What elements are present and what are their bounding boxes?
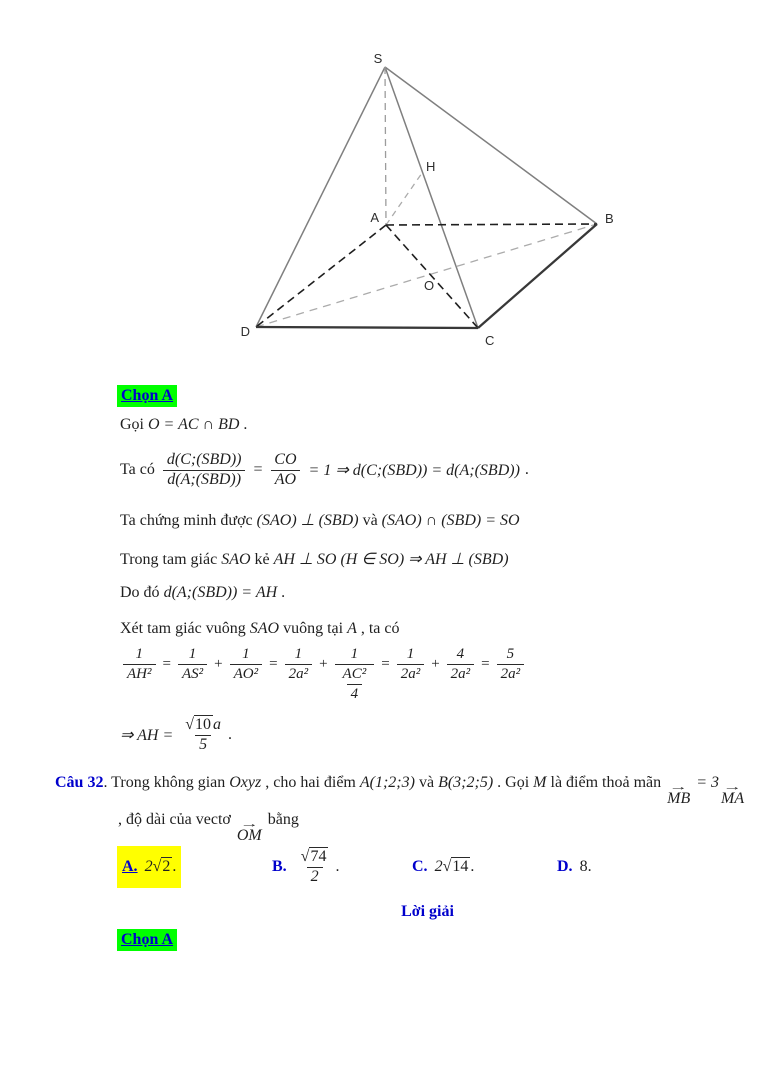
fraction-denominator: 5 [195,735,211,755]
fraction-denominator: 4 [347,684,363,704]
edge-ad [256,225,386,327]
vertex-label-s: S [373,51,383,66]
answer-highlight-yellow [117,846,181,888]
sqrt-expression [443,858,471,876]
vector-arrow: → [669,781,689,793]
operator: = [269,656,278,672]
fraction-denominator: 2a² [285,664,313,684]
math-run: SAO [221,551,251,568]
text-run: . [239,416,248,433]
question-32-line-2 [118,811,299,844]
equals-sign: = [252,461,264,478]
operator: + [431,656,440,672]
math-run: d(A;(SBD)) = AH [163,584,278,601]
option-b [272,842,339,892]
solution-line-taco [120,443,529,497]
vertex-label-o: O [423,278,435,293]
fraction-sqrt74-2 [297,848,333,887]
text-run: , ta có [356,620,400,637]
fraction [397,645,425,684]
fraction-denominator: 2a² [497,664,525,684]
text-run: Xét tam giác vuông [120,620,250,637]
solution-line-trongtamgiac [120,549,509,569]
text-run: . [277,584,286,601]
text-run: . [172,858,177,875]
vector-base: MA [721,790,745,807]
edge-sd [256,67,385,327]
math-run: (SAO) ∩ (SBD) = SO [381,512,520,529]
fraction-nested [335,645,375,704]
math-run: SAO [249,620,280,637]
option-c-letter: C. [412,858,428,875]
chon-a-badge-2 [117,929,177,951]
diagonal-db [256,224,597,327]
fraction [285,645,313,684]
option-c [412,842,474,892]
option-d-value: 8 [579,858,588,875]
sqrt-sign: √ [152,858,162,875]
segment-ah [386,173,422,225]
math-run: B(3;2;5) [438,774,494,791]
coefficient: 2 [434,858,443,875]
sqrt-expression [301,847,329,865]
vertex-label-d: D [240,324,250,339]
sqrt-sign: √ [442,858,452,875]
text-run: Gọi [120,416,148,433]
fraction-numerator: 1 [294,646,303,662]
edge-ab [386,224,597,225]
vector-base: MB [667,790,691,807]
inner-fraction [339,665,371,704]
operator: = [381,656,390,672]
fraction-denominator: 2a² [397,664,425,684]
equation-ah [120,645,527,704]
loi-giai-heading: Lời giải [401,903,454,920]
text-run: Ta có [120,461,155,478]
green-highlight [117,385,177,407]
fraction-numerator: 1 [406,646,415,662]
vector-base: OM [236,827,262,844]
vector-arrow: → [723,781,742,793]
radicand: 2 [162,858,171,875]
math-run: Oxyz [229,774,262,791]
segment-sa [385,67,386,225]
chon-a-text: Chọn A [121,387,174,404]
edge-dc [256,327,478,328]
edge-cb [478,224,597,328]
fraction-numerator: d(C;(SBD)) [166,450,242,468]
fraction-co-ao [270,451,300,490]
solution-line-dodo [120,584,285,602]
fraction [497,645,525,684]
radicand: 10 [195,715,212,733]
sqrt-expression [185,715,213,733]
text-run: . [587,858,592,875]
diagonal-ac [386,225,478,328]
fraction-denominator: AS² [178,664,207,684]
fraction-numerator: 4 [456,646,465,662]
math-run: A [347,620,357,637]
text-run: bằng [263,811,299,828]
solution-line-goi [120,416,247,434]
option-d [557,842,592,892]
vector-ma [721,783,744,807]
vector-om [237,820,262,844]
radicand: 14 [452,858,469,875]
fraction-numerator: 1 [350,646,359,662]
option-a-letter: A. [122,858,138,875]
fraction-numerator: 1 [188,646,197,662]
text-run: . Gọi [493,774,534,791]
text-run: . [524,461,529,478]
fraction-numerator: 5 [506,646,515,662]
operator: + [214,656,223,672]
math-run: (SAO) ⊥ (SBD) [256,512,359,529]
pyramid-diagram [228,48,623,348]
sqrt-sign: √ [185,715,195,733]
fraction-numerator [297,848,333,867]
math-run: M [533,774,547,791]
vertex-label-b: B [605,211,614,226]
vertex-label-h: H [426,159,436,174]
vector-arrow: → [239,818,259,830]
math-run: a [213,715,222,733]
fraction [178,645,207,684]
text-run: Trong tam giác [120,551,222,568]
math-run: O = AC ∩ BD [148,416,240,433]
operator: + [319,656,328,672]
text-run: kẻ [250,551,274,568]
math-run: AH ⊥ SO (H ∈ SO) ⇒ AH ⊥ (SBD) [273,551,509,568]
text-run: là điểm thoả mãn [546,774,666,791]
green-highlight [117,929,177,951]
math-run: ⇒ AH = [120,727,174,744]
result-line-ah [120,712,232,758]
coefficient: 2 [144,858,153,875]
text-run: , độ dài của vectơ [118,811,235,828]
math-run: = 1 ⇒ d(C;(SBD)) = d(A;(SBD)) [308,462,520,479]
chon-a-badge-1 [117,385,177,407]
math-run: A(1;2;3) [359,774,415,791]
text-run: . [470,858,475,875]
answer-options-row [0,842,770,892]
fraction [123,645,156,684]
fraction [447,645,475,684]
text-run: . [228,726,233,743]
solution-line-xet [120,620,400,638]
math-run: = 3 [692,774,720,791]
text-run: . Trong không gian [103,774,230,791]
fraction-denominator: 2 [307,867,323,887]
fraction-denominator [335,664,375,704]
text-run: . [335,858,340,875]
text-run: và [358,512,382,529]
vertex-label-c: C [485,333,495,348]
vector-mb [667,783,690,807]
fraction-denominator: AO² [230,664,263,684]
option-a [117,842,181,892]
operator: = [481,656,490,672]
radicand: 74 [310,847,327,865]
text-run: Do đó [120,584,164,601]
text-run: , cho hai điểm [261,774,360,791]
fraction-denominator: d(A;(SBD)) [163,470,245,490]
fraction-numerator [181,716,225,735]
fraction-distance-ratio [163,451,246,490]
fraction-numerator: 1 [242,646,250,662]
fraction-denominator: AO [271,470,300,490]
question-label: Câu 32 [55,774,104,791]
sqrt-expression [153,858,173,876]
operator: = [162,656,171,672]
edge-sb [385,67,597,224]
sqrt-sign: √ [300,847,310,865]
fraction-denominator: AH² [123,664,156,684]
text-run: và [414,774,439,791]
vertex-label-a: A [370,210,379,225]
fraction-denominator: 2a² [447,664,475,684]
fraction-numerator: AC² [342,666,367,682]
fraction-sqrt10a-5 [181,716,225,755]
solution-line-chungminh [120,510,520,530]
option-b-letter: B. [272,858,287,875]
chon-a-text: Chọn A [121,931,174,948]
question-32-line-1 [55,774,765,807]
fraction-numerator: CO [274,450,297,468]
option-d-letter: D. [557,858,573,875]
fraction-numerator: 1 [135,646,143,662]
text-run: Ta chứng minh được [120,512,257,529]
text-run: vuông tại [279,620,348,637]
fraction [230,645,263,684]
